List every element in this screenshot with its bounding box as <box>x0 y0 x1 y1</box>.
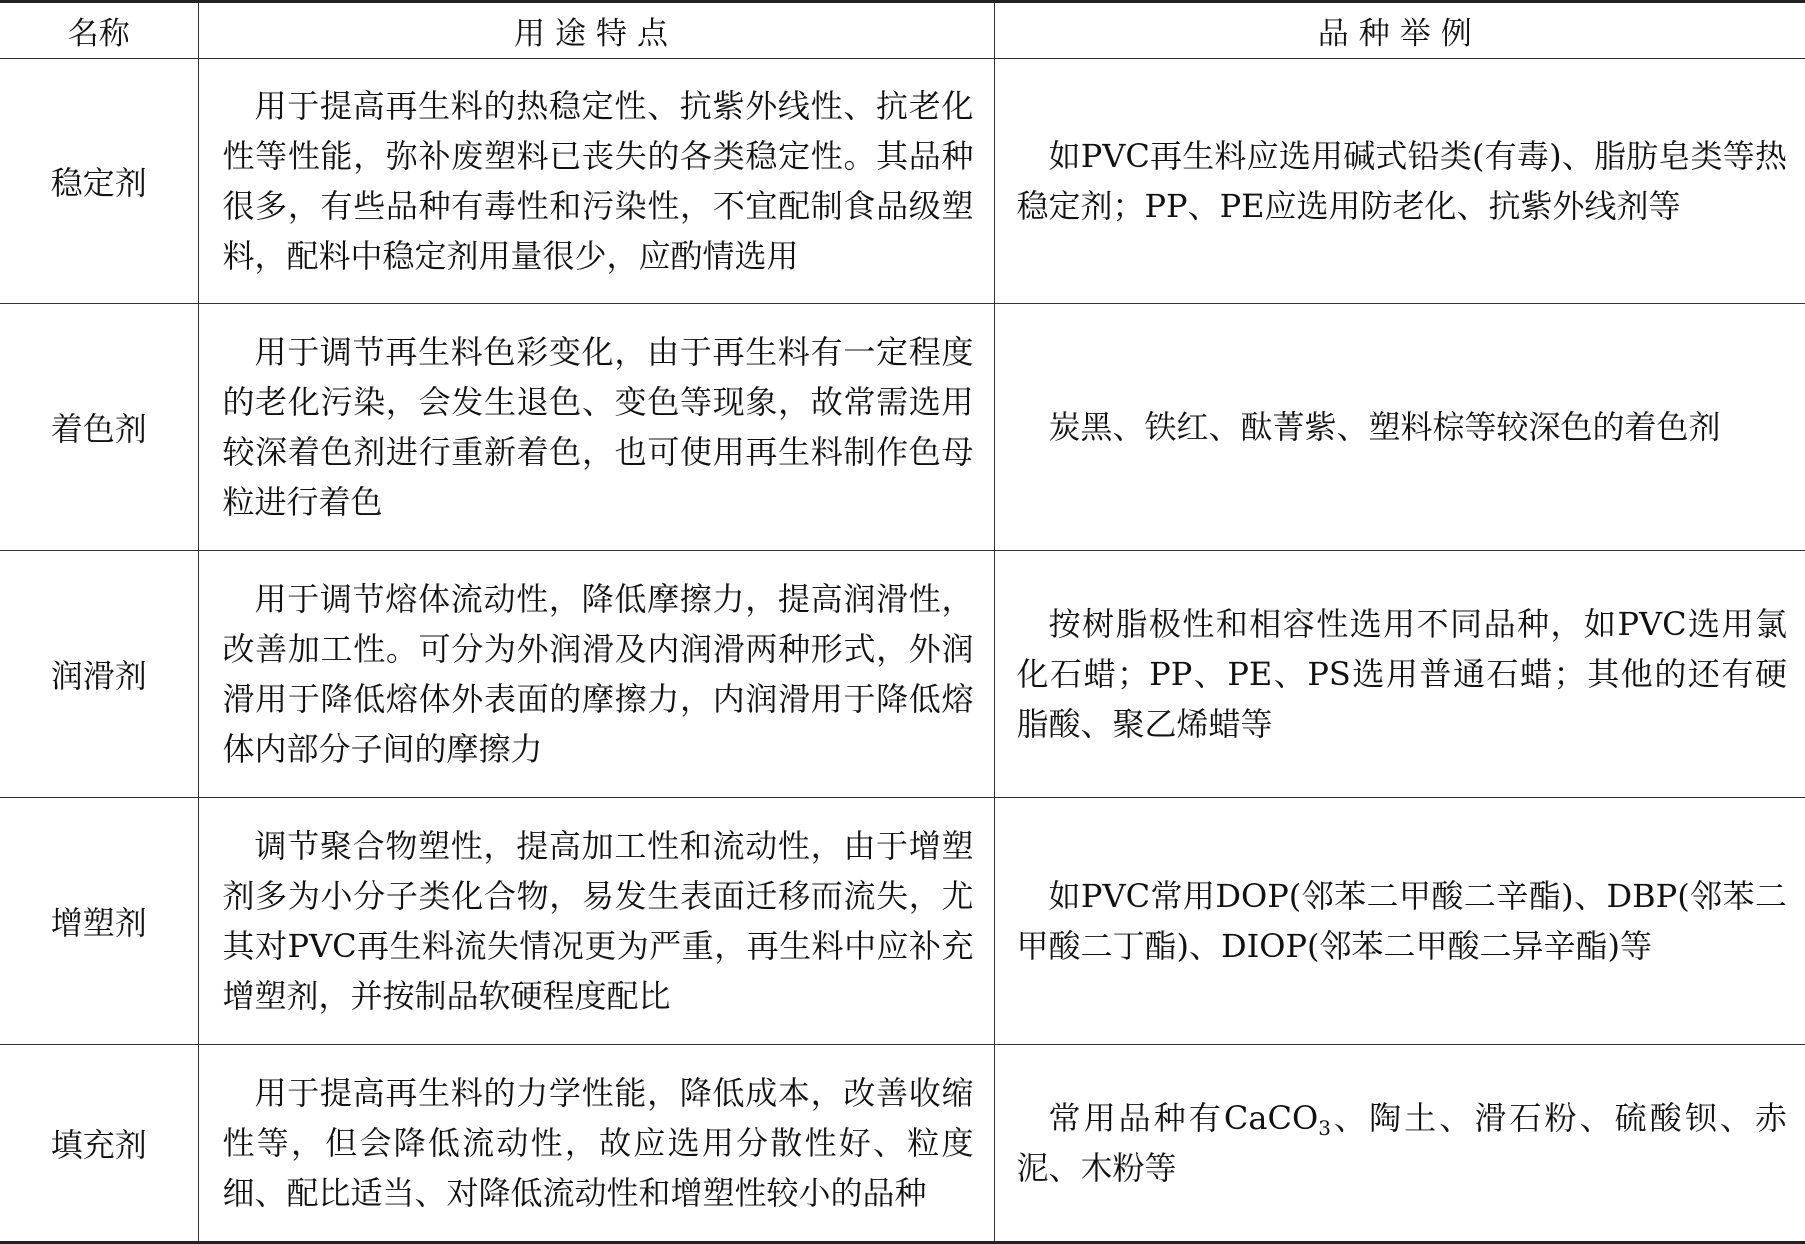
header-example: 品种举例 <box>994 2 1805 59</box>
table-header-row <box>0 2 1805 59</box>
table-row <box>0 1045 1805 1243</box>
row-name: 填充剂 <box>0 1045 198 1243</box>
row-example: 按树脂极性和相容性选用不同品种，如PVC选用氯化石蜡；PP、PE、PS选用普通石蜡；其他的还有硬脂酸、聚乙烯蜡等 <box>994 551 1805 798</box>
row-use: 用于提高再生料的力学性能，降低成本，改善收缩性等，但会降低流动性，故应选用分散性好、粒度细、配比适当、对降低流动性和增塑性较小的品种 <box>198 1045 994 1243</box>
row-example: 如PVC再生料应选用碱式铅类(有毒)、脂肪皂类等热稳定剂；PP、PE应选用防老化、抗紫外线剂等 <box>994 59 1805 304</box>
row-use: 用于调节再生料色彩变化，由于再生料有一定程度的老化污染，会发生退色、变色等现象，故常需选用较深着色剂进行重新着色，也可使用再生料制作色母粒进行着色 <box>198 304 994 551</box>
row-use: 用于调节熔体流动性，降低摩擦力，提高润滑性，改善加工性。可分为外润滑及内润滑两种形式，外润滑用于降低熔体外表面的摩擦力，内润滑用于降低熔体内部分子间的摩擦力 <box>198 551 994 798</box>
row-use: 用于提高再生料的热稳定性、抗紫外线性、抗老化性等性能，弥补废塑料已丧失的各类稳定性。其品种很多，有些品种有毒性和污染性，不宜配制食品级塑料，配料中稳定剂用量很少，应酌情选用 <box>198 59 994 304</box>
example-text-post: 、陶土、滑石粉、硫酸钡、赤泥、木粉等 <box>1016 1099 1787 1187</box>
row-name: 润滑剂 <box>0 551 198 798</box>
row-name: 稳定剂 <box>0 59 198 304</box>
row-example: 如PVC常用DOP(邻苯二甲酸二辛酯)、DBP(邻苯二甲酸二丁酯)、DIOP(邻苯二甲酸二异辛酯)等 <box>994 798 1805 1045</box>
table-row <box>0 59 1805 304</box>
header-name: 名称 <box>0 2 198 59</box>
row-example <box>994 1045 1805 1243</box>
row-use: 调节聚合物塑性，提高加工性和流动性，由于增塑剂多为小分子类化合物，易发生表面迁移而流失，尤其对PVC再生料流失情况更为严重，再生料中应补充增塑剂，并按制品软硬程度配比 <box>198 798 994 1045</box>
row-name: 着色剂 <box>0 304 198 551</box>
row-name: 增塑剂 <box>0 798 198 1045</box>
row-example: 炭黑、铁红、酞菁紫、塑料棕等较深色的着色剂 <box>994 304 1805 551</box>
header-use: 用途特点 <box>198 2 994 59</box>
table-row <box>0 798 1805 1045</box>
table-row <box>0 551 1805 798</box>
table-row <box>0 304 1805 551</box>
example-text-pre: 常用品种有CaCO <box>1048 1099 1319 1137</box>
subscript-digit: 3 <box>1318 1116 1331 1140</box>
